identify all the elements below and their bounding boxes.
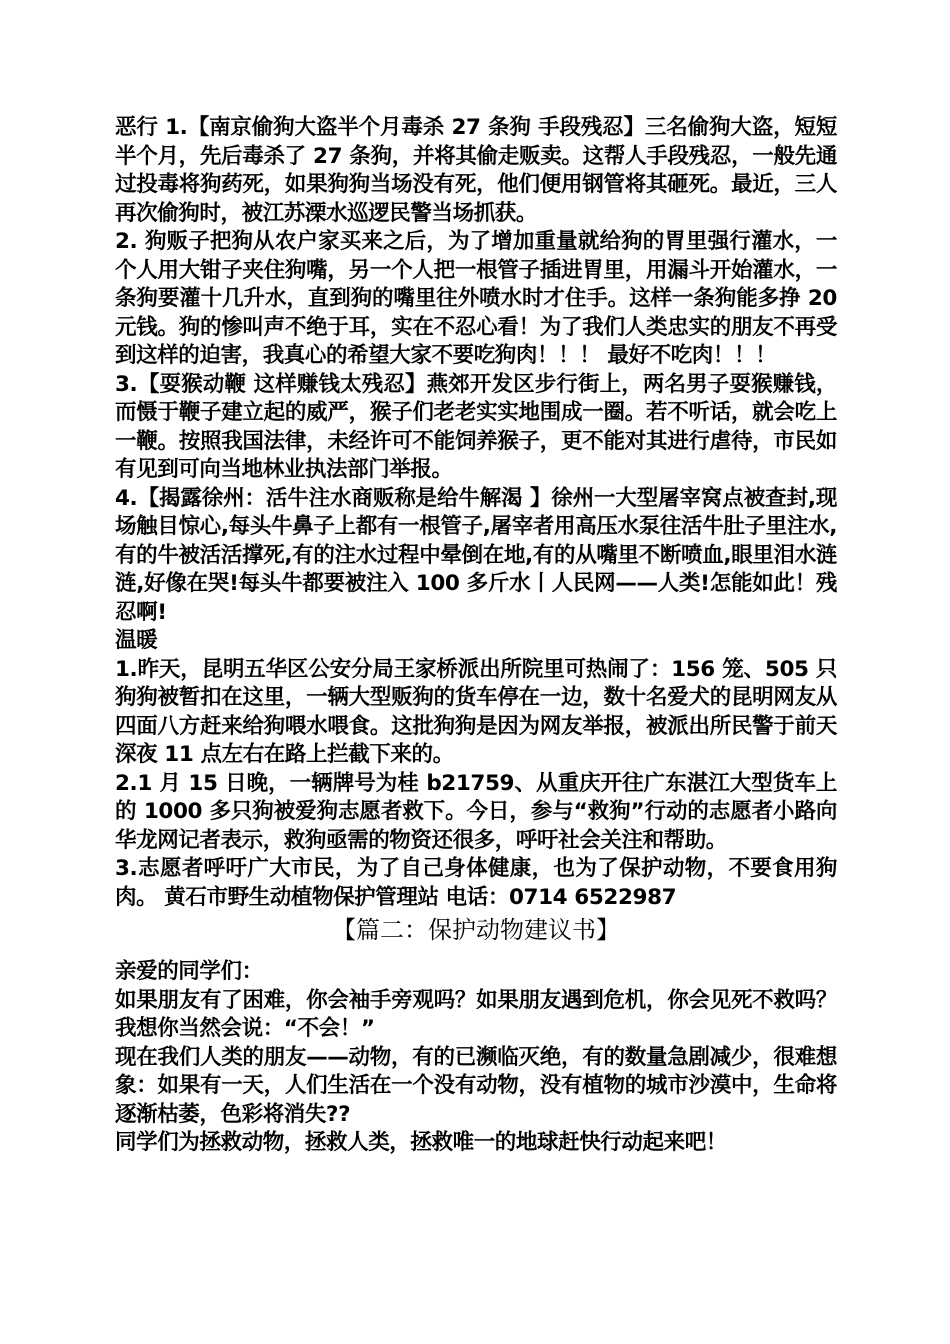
part2-greeting: 亲爱的同学们：: [115, 959, 263, 984]
evil-paragraph-1: 恶行 1.【南京偷狗大盗半个月毒杀 27 条狗 手段残忍】三名偷狗大盗，短短半个月，先后毒杀了 27 条狗，并将其偷走贩卖。这帮人手段残忍，一般先通过投毒将狗药死，如果狗狗当场没有死，他们便用钢管将其砸死。最近，三人再次偷狗时，被江苏溧水巡逻民警当场抓获。: [115, 115, 837, 226]
part2-paragraph-3: 同学们为拯救动物，拯救人类，拯救唯一的地球赶快行动起来吧！: [115, 1130, 727, 1155]
warm-heading: 温暖: [115, 628, 158, 653]
document-page: [115, 114, 837, 1158]
warm-paragraph-1: 1.昨天，昆明五华区公安分局王家桥派出所院里可热闹了：156 笼、505 只狗狗被暂扣在这里，一辆大型贩狗的货车停在一边，数十名爱犬的昆明网友从四面八方赶来给狗喂水喂食。这批狗狗是因为网友举报，被派出所民警于前天深夜 11 点左右在路上拦截下来的。: [115, 656, 837, 767]
part2-title: 【篇二：保护动物建议书】: [332, 916, 620, 944]
evil-paragraph-3: 3.【耍猴动鞭 这样赚钱太残忍】燕郊开发区步行街上，两名男子耍猴赚钱，而慑于鞭子建立起的威严，猴子们老老实实地围成一圈。若不听话，就会吃上一鞭。按照我国法律，未经许可不能饲养猴子，更不能对其进行虐待，市民如有见到可向当地林业执法部门举报。: [115, 371, 837, 482]
evil-paragraph-2: 2. 狗贩子把狗从农户家买来之后，为了增加重量就给狗的胃里强行灌水，一个人用大钳子夹住狗嘴，另一个人把一根管子插进胃里，用漏斗开始灌水，一条狗要灌十几升水，直到狗的嘴里往外喷水时才住手。这样一条狗能多挣 20 元钱。狗的惨叫声不绝于耳，实在不忍心看！为了我们人类忠实的朋友不再受到这样的迫害，我真心的希望大家不要吃狗肉！！！ 最好不吃肉！！！: [115, 229, 837, 368]
warm-paragraph-3: 3.志愿者呼吁广大市民，为了自己身体健康，也为了保护动物，不要食用狗肉。 黄石市野生动植物保护管理站 电话：0714 6522987: [115, 856, 837, 910]
evil-paragraph-4: 4.【揭露徐州：活牛注水商贩称是给牛解渴 】徐州一大型屠宰窝点被查封,现场触目惊心,每头牛鼻子上都有一根管子,屠宰者用高压水泵往活牛肚子里注水,有的牛被活活撑死,有的注水过程中晕倒在地,有的从嘴里不断喷血,眼里泪水涟涟,好像在哭!每头牛都要被注入 100 多斤水丨人民网——人类!怎能如此！残忍啊!: [115, 485, 837, 625]
warm-paragraph-2: 2.1 月 15 日晚，一辆牌号为桂 b21759、从重庆开往广东湛江大型货车上的 1000 多只狗被爱狗志愿者救下。今日，参与“救狗”行动的志愿者小路向华龙网记者表示，救狗亟需的物资还很多，呼吁社会关注和帮助。: [115, 770, 837, 853]
part2-paragraph-2: 现在我们人类的朋友——动物，有的已濒临灭绝，有的数量急剧减少，很难想象：如果有一天，人们生活在一个没有动物，没有植物的城市沙漠中，生命将逐渐枯萎，色彩将消失??: [115, 1044, 837, 1127]
part2-paragraph-1: 如果朋友有了困难，你会袖手旁观吗？如果朋友遇到危机，你会见死不救吗？我想你当然会说：“不会！”: [115, 987, 837, 1041]
